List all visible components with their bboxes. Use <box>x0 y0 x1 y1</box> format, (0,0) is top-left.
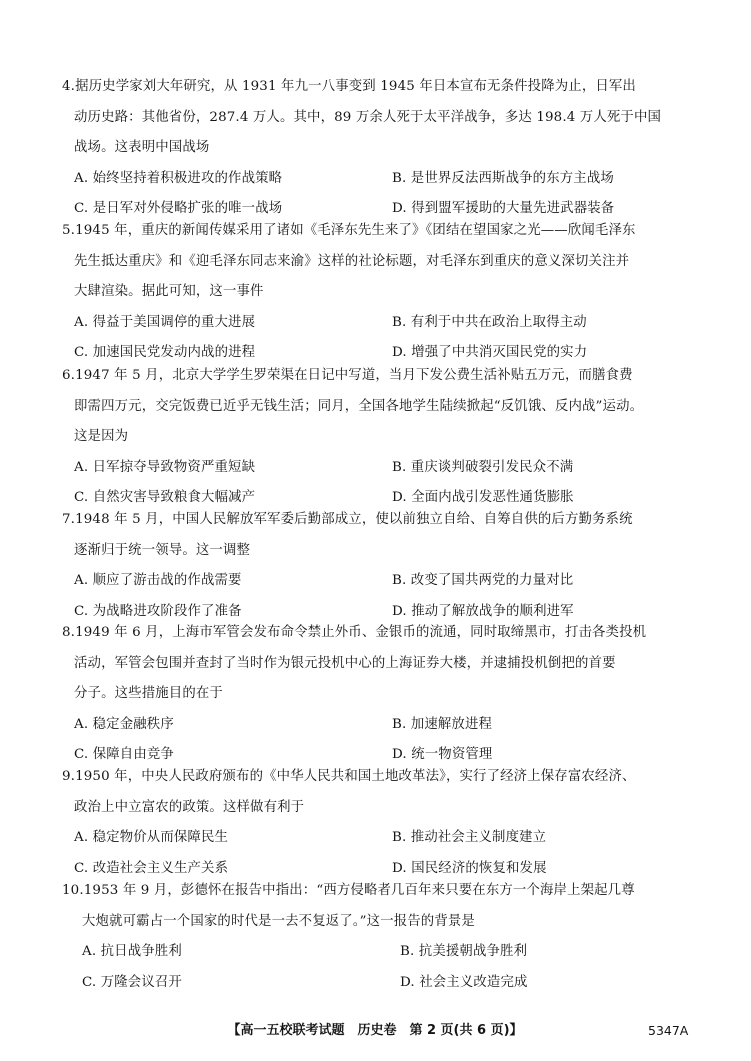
footer-page-info: 【高一五校联考试题 历史卷 第 2 页(共 6 页)】 <box>227 1023 523 1038</box>
option-d: D. 推动了解放战争的顺利进军 <box>392 603 574 619</box>
option-d: D. 国民经济的恢复和发展 <box>392 860 547 876</box>
option-c: C. 加速国民党发动内战的进程 <box>74 345 256 360</box>
option-d: D. 增强了中共消灭国民党的实力 <box>392 345 588 360</box>
option-b: B. 加速解放进程 <box>392 716 493 732</box>
question-9 <box>62 762 702 884</box>
question-8 <box>62 618 702 771</box>
question-stem-line: 9.1950 年，中央人民政府颁布的《中华人民共和国土地改革法》，实行了经济上保存富农经济、 <box>62 769 636 784</box>
option-c: C. 是日军对外侵略扩张的唯一战场 <box>74 201 283 216</box>
question-stem-line: 先生抵达重庆》和《迎毛泽东同志来渝》这样的社论标题，对毛泽东到重庆的意义深切关注并 <box>74 253 630 269</box>
option-c: C. 为战略进攻阶段作了准备 <box>74 603 242 619</box>
option-d: D. 统一物资管理 <box>392 747 493 762</box>
question-stem-line: 即需四万元，交完饭费已近乎无钱生活；同月，全国各地学生陆续掀起“反饥饿、反内战”运动。 <box>74 398 644 414</box>
question-6 <box>62 361 702 514</box>
options-grid <box>62 308 702 369</box>
option-a: A. 日军掠夺导致物资严重短缺 <box>74 459 256 475</box>
option-a: A. 稳定物价从而保障民生 <box>74 830 229 845</box>
option-d: D. 全面内战引发恶性通货膨胀 <box>392 490 574 505</box>
question-stem-line: 动历史路：其他省份，287.4 万人。其中，89 万余人死于太平洋战争，多达 198.4 万人死于中国 <box>74 109 662 125</box>
option-a: A. 抗日战争胜利 <box>82 944 182 959</box>
question-stem-line: 战场。这表明中国战场 <box>74 140 210 155</box>
question-stem-line: 大炮就可霸占一个国家的时代是一去不复返了。”这一报告的背景是 <box>82 913 475 929</box>
question-stem-line: 分子。这些措施目的在于 <box>74 686 223 701</box>
option-b: B. 是世界反法西斯战争的东方主战场 <box>392 170 614 186</box>
question-stem-line: 活动，军管会包围并查封了当时作为银元投机中心的上海证券大楼，并逮捕投机倒把的首要 <box>74 655 616 671</box>
option-b: B. 改变了国共两党的力量对比 <box>392 573 574 588</box>
options-grid <box>70 937 702 998</box>
question-stem-line: 5.1945 年，重庆的新闻传媒采用了诸如《毛泽东先生来了》《团结在望国家之光——欣闻毛泽东 <box>62 223 636 238</box>
question-5 <box>62 216 702 369</box>
question-stem-line: 这是因为 <box>74 429 129 444</box>
question-stem-line: 4.据历史学家刘大年研究，从 1931 年九一八事变到 1945 年日本宣布无条件投降为止，日军出 <box>62 79 636 94</box>
option-c: C. 自然灾害导致粮食大幅减产 <box>74 490 256 505</box>
option-b: B. 重庆谈判破裂引发民众不满 <box>392 459 574 475</box>
option-a: A. 顺应了游击战的作战需要 <box>74 573 242 588</box>
option-d: D. 社会主义改造完成 <box>400 974 528 990</box>
option-b: B. 有利于中共在政治上取得主动 <box>392 314 587 330</box>
option-d: D. 得到盟军援助的大量先进武器装备 <box>392 201 615 216</box>
option-c: C. 保障自由竞争 <box>74 747 174 762</box>
option-c: C. 万隆会议召开 <box>82 974 182 990</box>
option-a: A. 始终坚持着积极进攻的作战策略 <box>74 170 283 186</box>
options-grid <box>62 823 702 884</box>
page-footer <box>0 1020 751 1042</box>
question-4 <box>62 72 702 225</box>
question-7 <box>62 505 702 627</box>
option-a: A. 得益于美国调停的重大进展 <box>74 314 256 330</box>
footer-code: 5347A <box>648 1023 689 1038</box>
question-stem-line: 大肆渲染。据此可知，这一事件 <box>74 284 264 299</box>
option-b: B. 抗美援朝战争胜利 <box>400 944 528 959</box>
question-stem-line: 8.1949 年 6 月，上海市军管会发布命令禁止外币、金银币的流通，同时取缔黑市，打击各类投机 <box>62 625 647 640</box>
option-a: A. 稳定金融秩序 <box>74 716 174 732</box>
question-10 <box>62 876 702 998</box>
question-stem-line: 政治上中立富农的政策。这样做有利于 <box>74 799 305 815</box>
question-stem-line: 10.1953 年 9 月，彭德怀在报告中指出：“西方侵略者几百年来只要在东方一个海岸上架起几尊 <box>62 883 635 898</box>
question-stem-line: 6.1947 年 5 月，北京大学学生罗荣渠在日记中写道，当月下发公费生活补贴五万元，而膳食费 <box>62 368 633 383</box>
option-c: C. 改造社会主义生产关系 <box>74 860 229 876</box>
question-stem-line: 7.1948 年 5 月，中国人民解放军军委后勤部成立，使以前独立自给、自筹自供的后方勤务系统 <box>62 512 633 527</box>
option-b: B. 推动社会主义制度建立 <box>392 830 547 845</box>
question-stem-line: 逐渐归于统一领导。这一调整 <box>74 542 251 558</box>
